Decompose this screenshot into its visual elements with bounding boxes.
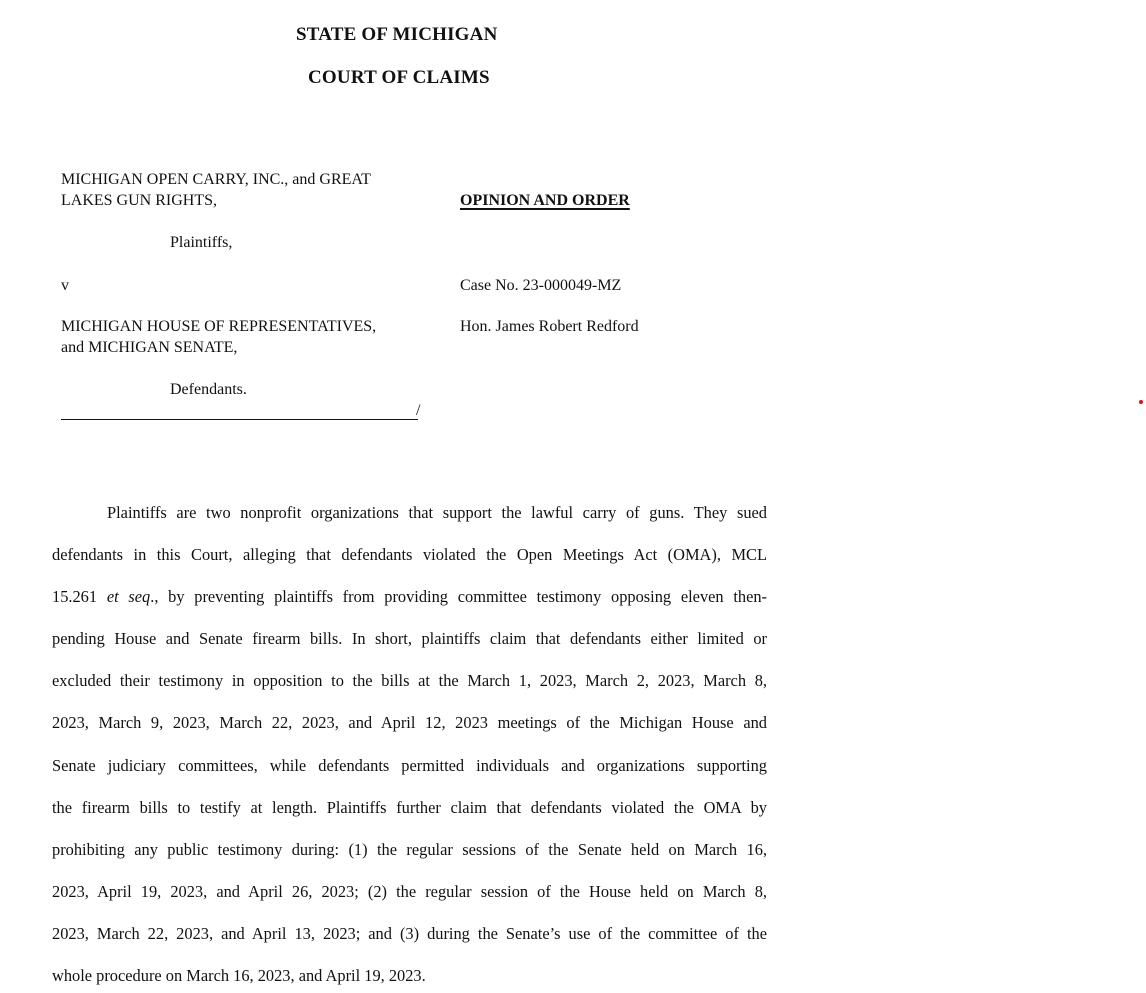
court-heading: COURT OF CLAIMS [308, 67, 490, 88]
defendants-name-line1: MICHIGAN HOUSE OF REPRESENTATIVES, [61, 318, 377, 335]
body-line-8: the firearm bills to testify at length. Plaintiffs further claim that defendants violated the OMA by [52, 798, 767, 817]
citation-et-seq: et seq [106, 587, 151, 606]
body-line-7: Senate judiciary committees, while defendants permitted individuals and organizations supporting [52, 756, 767, 775]
body-line-3-start: 15.261 [52, 587, 107, 606]
body-line-1: Plaintiffs are two nonprofit organizations that support the lawful carry of guns. They sued [107, 503, 767, 522]
defendants-name-line2: and MICHIGAN SENATE, [61, 339, 238, 356]
state-heading: STATE OF MICHIGAN [296, 24, 498, 45]
body-line-6: 2023, March 9, 2023, March 22, 2023, and April 12, 2023 meetings of the Michigan House and [52, 713, 767, 732]
plaintiffs-name-line1: MICHIGAN OPEN CARRY, INC., and GREAT [61, 171, 371, 188]
caption-divider [61, 419, 418, 420]
body-line-4: pending House and Senate firearm bills. In short, plaintiffs claim that defendants either limited or [52, 629, 767, 648]
body-line-12: whole procedure on March 16, 2023, and April 19, 2023. [52, 966, 426, 985]
body-line-11: 2023, March 22, 2023, and April 13, 2023; and (3) during the Senate’s use of the committee of the [52, 924, 767, 943]
body-line-3-end: ., by preventing plaintiffs from providing committee testimony opposing eleven then- [150, 587, 768, 606]
annotation-marker-dot [1139, 400, 1143, 404]
document-title: OPINION AND ORDER [460, 192, 630, 209]
judge-name: Hon. James Robert Redford [460, 318, 639, 335]
body-line-9: prohibiting any public testimony during: (1) the regular sessions of the Senate held on March 16, [52, 840, 767, 859]
body-line-3 [52, 587, 767, 607]
plaintiffs-label: Plaintiffs, [170, 234, 233, 251]
defendants-label: Defendants. [170, 381, 247, 398]
caption-slash: / [416, 402, 421, 419]
plaintiffs-name-line2: LAKES GUN RIGHTS, [61, 192, 217, 209]
body-line-2: defendants in this Court, alleging that defendants violated the Open Meetings Act (OMA), MCL [52, 545, 767, 564]
case-number: Case No. 23-000049-MZ [460, 277, 622, 294]
versus-label: v [61, 277, 69, 294]
body-line-5: excluded their testimony in opposition to the bills at the March 1, 2023, March 2, 2023, March 8, [52, 671, 767, 690]
body-line-10: 2023, April 19, 2023, and April 26, 2023; (2) the regular session of the House held on March 8, [52, 882, 767, 901]
